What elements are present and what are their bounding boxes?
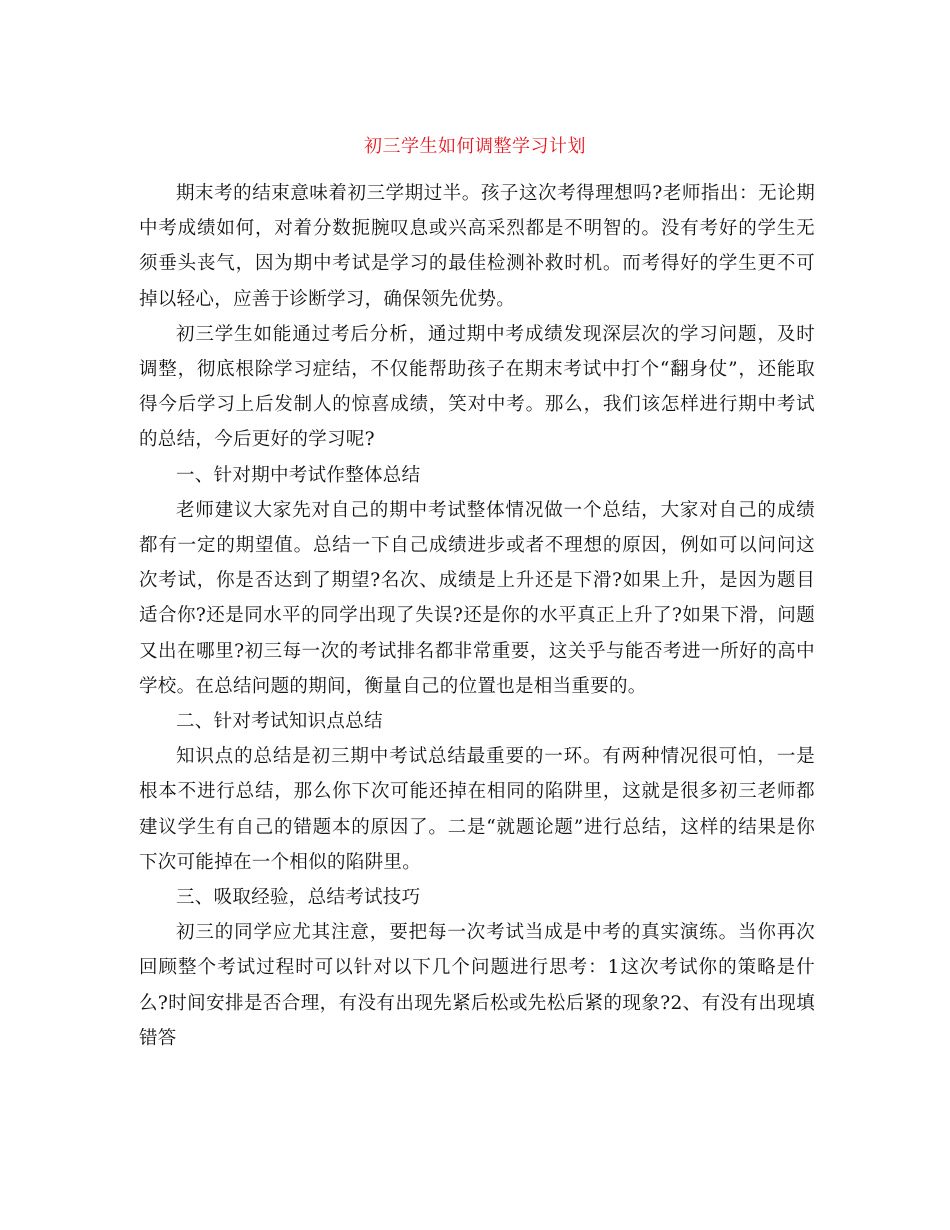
paragraph: 初三的同学应尤其注意，要把每一次考试当成是中考的真实演练。当你再次回顾整个考试过程时可以针对以下几个问题进行思考：1这次考试你的策略是什么?时间安排是否合理，有没有出现先紧后松或先松后紧的现象?2、有没有出现填错答 bbox=[139, 922, 815, 1049]
paragraph: 期末考的结束意味着初三学期过半。孩子这次考得理想吗?老师指出：无论期中考成绩如何，对着分数扼腕叹息或兴高采烈都是不明智的。没有考好的学生无须垂头丧气，因为期中考试是学习的最佳检测补救时机。而考得好的学生更不可掉以轻心，应善于诊断学习，确保领先优势。 bbox=[139, 183, 815, 310]
section-heading: 一、针对期中考试作整体总结 bbox=[176, 464, 421, 486]
paragraph: 老师建议大家先对自己的期中考试整体情况做一个总结，大家对自己的成绩都有一定的期望值。总结一下自己成绩进步或者不理想的原因，例如可以问问这次考试，你是否达到了期望?名次、成绩是上升还是下滑?如果上升，是因为题目适合你?还是同水平的同学出现了失误?还是你的水平真正上升了?如果下滑，问题又出在哪里?初三每一次的考试排名都非常重要，这关乎与能否考进一所好的高中学校。在总结问题的期间，衡量自己的位置也是相当重要的。 bbox=[139, 499, 815, 697]
paragraph: 知识点的总结是初三期中考试总结最重要的一环。有两种情况很可怕，一是根本不进行总结，那么你下次可能还掉在相同的陷阱里，这就是很多初三老师都建议学生有自己的错题本的原因了。二是“就题论题”进行总结，这样的结果是你下次可能掉在一个相似的陷阱里。 bbox=[139, 746, 815, 873]
document-body bbox=[139, 176, 815, 1056]
section-heading: 二、针对考试知识点总结 bbox=[176, 711, 383, 733]
paragraph: 初三学生如能通过考后分析，通过期中考成绩发现深层次的学习问题，及时调整，彻底根除学习症结，不仅能帮助孩子在期末考试中打个“翻身仗”，还能取得今后学习上后发制人的惊喜成绩，笑对中考。那么，我们该怎样进行期中考试的总结，今后更好的学习呢? bbox=[139, 323, 815, 451]
section-heading: 三、吸取经验，总结考试技巧 bbox=[176, 887, 421, 909]
document-title: 初三学生如何调整学习计划 bbox=[364, 136, 586, 157]
